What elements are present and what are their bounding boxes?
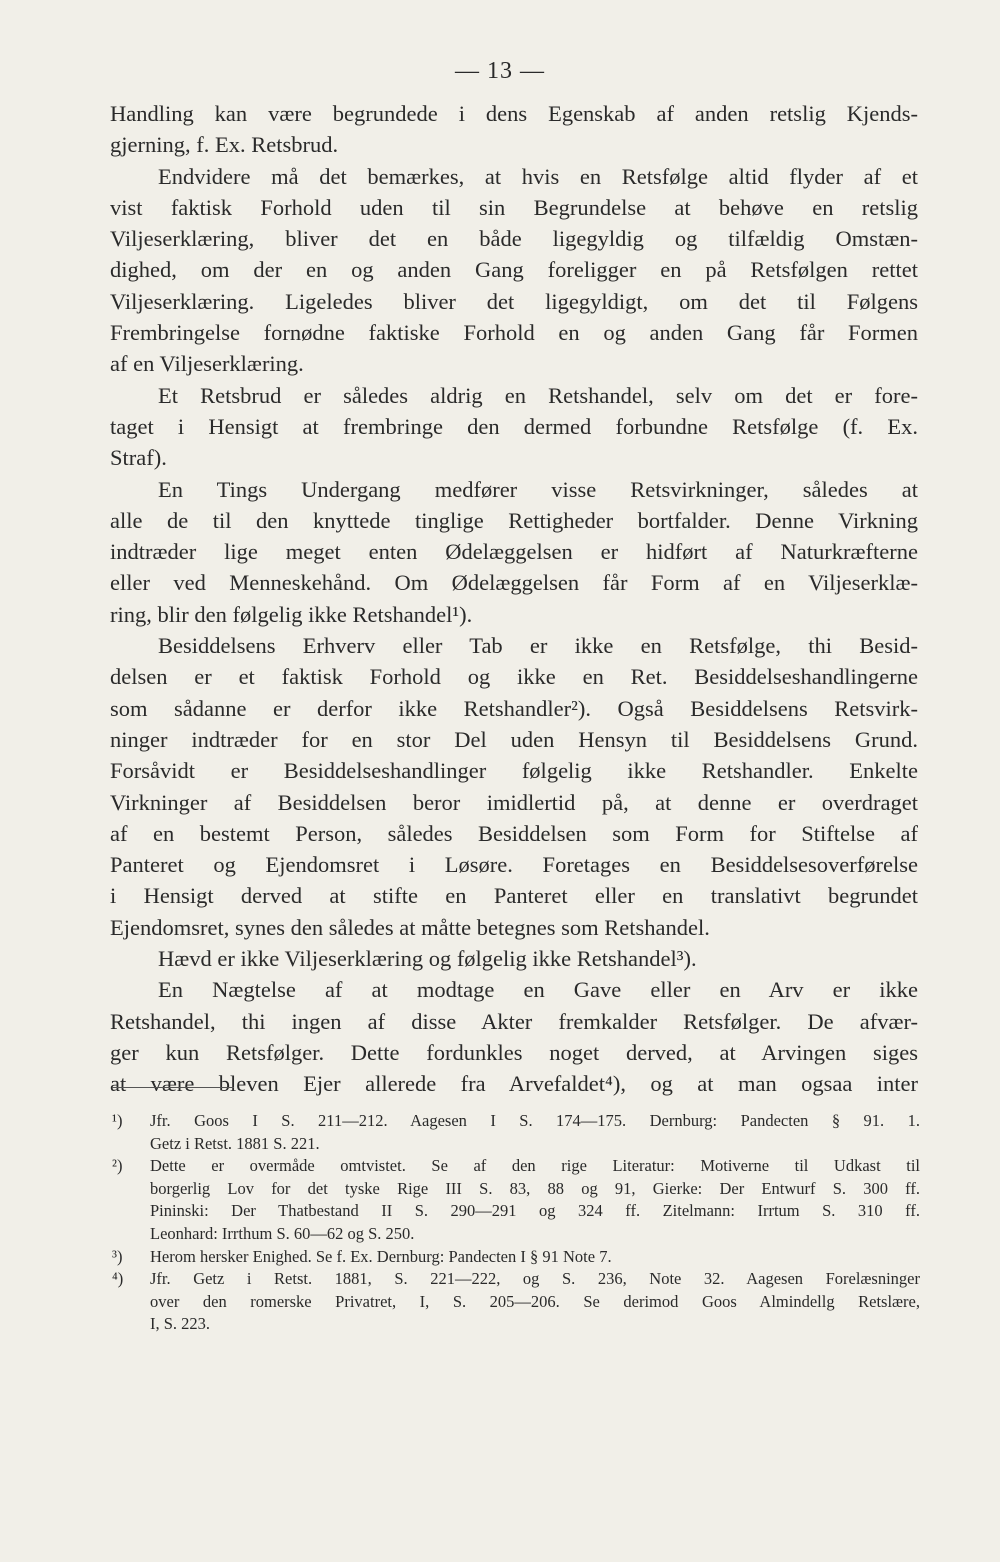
text-line: Et Retsbrud er således aldrig en Retshandel, selv om det er fore- xyxy=(158,382,918,408)
text-line: En Nægtelse af at modtage en Gave eller en Arv er ikke xyxy=(158,977,918,1003)
text-line: Besiddelsens Erhverv eller Tab er ikke en Retsfølge, thi Besid- xyxy=(158,633,918,659)
footnote-line xyxy=(112,1291,920,1314)
text-line: Forsåvidt er Besiddelseshandlinger følgelig ikke Retshandler. Enkelte xyxy=(110,758,918,784)
text-line: Straf). xyxy=(110,445,167,471)
text-line: En Tings Undergang medfører visse Retsvirkninger, således at xyxy=(158,476,918,502)
text-line: alle de til den knyttede tinglige Rettigheder bortfalder. Denne Virkning xyxy=(110,507,918,533)
footnote-text: borgerlig Lov for det tyske Rige III S. 83, 88 og 91, Gierke: Der Entwurf S. 300 ff. xyxy=(150,1178,920,1198)
text-line: Endvidere må det bemærkes, at hvis en Retsfølge altid flyder af et xyxy=(158,163,918,189)
text-line: Retshandel, thi ingen af disse Akter fremkalder Retsfølger. De afvær- xyxy=(110,1008,918,1034)
text-line: Viljeserklæring, bliver det en både ligegyldig og tilfældig Omstæn- xyxy=(110,226,918,252)
text-line: af en bestemt Person, således Besiddelsen som Form for Stiftelse af xyxy=(110,820,918,846)
text-line: delsen er et faktisk Forhold og ikke en Ret. Besiddelseshandlingerne xyxy=(110,664,918,690)
text-line: ninger indtræder for en stor Del uden Hensyn til Besiddelsens Grund. xyxy=(110,726,918,752)
footnote-line xyxy=(112,1268,920,1291)
text-line: af en Viljeserklæring. xyxy=(110,351,304,377)
text-line: som sådanne er derfor ikke Retshandler²). Også Besiddelsens Retsvirk- xyxy=(110,695,918,721)
footnote-text: Dette er overmåde omtvistet. Se af den rige Literatur: Motiverne til Udkast til xyxy=(150,1156,920,1176)
footnote-line xyxy=(112,1110,920,1133)
text-line: Virkninger af Besiddelsen beror imidlertid på, at denne er overdraget xyxy=(110,789,918,815)
footnote-marker: ³) xyxy=(112,1246,123,1266)
footnote-line xyxy=(112,1246,920,1269)
text-line: dighed, om der en og anden Gang foreligger en på Retsfølgen rettet xyxy=(110,257,918,283)
text-line: Ejendomsret, synes den således at måtte betegnes som Retshandel. xyxy=(110,914,710,940)
text-line: Frembringelse fornødne faktiske Forhold en og anden Gang får Formen xyxy=(110,320,918,346)
text-line: Handling kan være begrundede i dens Egenskab af anden retslig Kjends- xyxy=(110,101,918,126)
body-text xyxy=(110,98,918,1100)
text-line: i Hensigt derved at stifte en Panteret eller en translativt begrundet xyxy=(110,883,918,909)
footnote-text: Pininski: Der Thatbestand II S. 290—291 og 324 ff. Zitelmann: Irrtum S. 310 ff. xyxy=(150,1201,920,1221)
footnote-text: Jfr. Goos I S. 211—212. Aagesen I S. 174—175. Dernburg: Pandecten § 91. 1. xyxy=(150,1111,920,1130)
text-line: at være bleven Ejer allerede fra Arvefaldet⁴), og at man ogsaa inter xyxy=(110,1071,918,1097)
footnote-line xyxy=(112,1313,920,1336)
footnote-marker: ⁴) xyxy=(112,1269,124,1289)
footnote-line xyxy=(112,1178,920,1201)
page-number: — 13 — xyxy=(455,58,545,84)
footnote-marker: ¹) xyxy=(112,1111,123,1130)
text-line: indtræder lige meget enten Ødelæggelsen er hidført af Naturkræfterne xyxy=(110,539,918,565)
footnote-text: Leonhard: Irrthum S. 60—62 og S. 250. xyxy=(150,1223,415,1243)
footnote-text: over den romerske Privatret, I, S. 205—206. Se derimod Goos Almindellg Retslære, xyxy=(150,1291,920,1311)
footnote-line xyxy=(112,1223,920,1246)
footnotes xyxy=(112,1110,920,1336)
text-line: eller ved Menneskehånd. Om Ødelæggelsen får Form af en Viljeserklæ- xyxy=(110,570,918,596)
text-line: ring, blir den følgelig ikke Retshandel¹). xyxy=(110,601,473,627)
text-line: gjerning, f. Ex. Retsbrud. xyxy=(110,132,339,158)
footnote-text: Jfr. Getz i Retst. 1881, S. 221—222, og S. 236, Note 32. Aagesen Forelæsninger xyxy=(150,1269,920,1289)
text-line: Panteret og Ejendomsret i Løsøre. Foretages en Besiddelsesoverførelse xyxy=(110,852,918,878)
text-line: vist faktisk Forhold uden til sin Begrundelse at behøve en retslig xyxy=(110,194,918,220)
footnote-text: Herom hersker Enighed. Se f. Ex. Dernburg: Pandecten I § 91 Note 7. xyxy=(150,1246,612,1266)
footnote-line xyxy=(112,1155,920,1178)
footnote-line xyxy=(112,1133,920,1156)
footnote-marker: ²) xyxy=(112,1156,123,1176)
text-line: taget i Hensigt at frembringe den dermed forbundne Retsfølge (f. Ex. xyxy=(110,413,918,439)
footnote-line xyxy=(112,1200,920,1223)
footnote-text: I, S. 223. xyxy=(150,1314,211,1334)
text-line: ger kun Retsfølger. Dette fordunkles noget derved, at Arvingen siges xyxy=(110,1039,918,1065)
text-line: Viljeserklæring. Ligeledes bliver det ligegyldigt, om det til Følgens xyxy=(110,288,918,314)
footnote-divider xyxy=(112,1087,234,1088)
text-line: Hævd er ikke Viljeserklæring og følgelig ikke Retshandel³). xyxy=(158,946,697,972)
footnote-text: Getz i Retst. 1881 S. 221. xyxy=(150,1133,320,1153)
